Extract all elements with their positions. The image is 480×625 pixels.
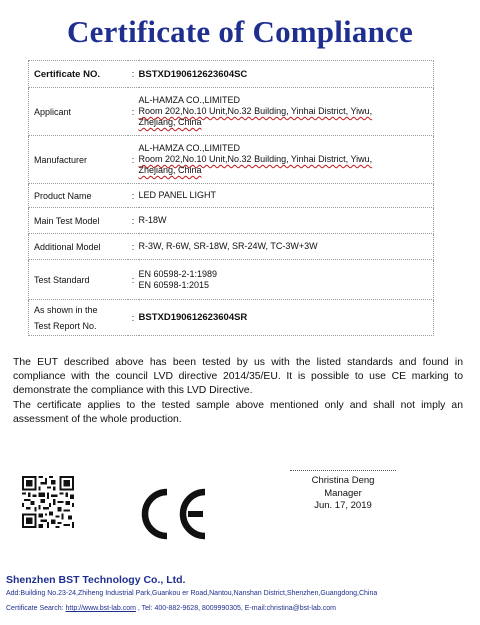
signatory-title: Manager xyxy=(324,487,362,499)
row-additional-model xyxy=(29,234,434,260)
colon: : xyxy=(128,136,139,184)
row-test-standard xyxy=(29,260,434,300)
footer-company-name: Shenzhen BST Technology Co., Ltd. xyxy=(6,574,186,586)
row-main-test-model xyxy=(29,208,434,234)
applicant-line1: AL-HAMZA CO.,LIMITED xyxy=(138,95,241,105)
certificate-details-table xyxy=(28,60,434,336)
main-test-model-value: R-18W xyxy=(139,208,434,234)
colon: : xyxy=(128,234,139,260)
manufacturer-label: Manufacturer xyxy=(29,136,128,184)
website-link[interactable]: http://www.bst-lab.com xyxy=(65,605,136,612)
certificate-no-label: Certificate NO. xyxy=(29,61,128,88)
applicant-value xyxy=(139,88,434,136)
additional-model-value: R-3W, R-6W, SR-18W, SR-24W, TC-3W+3W xyxy=(139,234,434,260)
contact-details: , Tel: 400-882-9628, 8009990305, E-mail:christina@bst-lab.com xyxy=(135,605,336,612)
test-standard-line1: EN 60598-2-1:1989 xyxy=(138,268,218,279)
applicant-line2: Room 202,No.10 Unit,No.32 Building, Yinhai District, Yiwu, xyxy=(138,106,373,116)
colon: : xyxy=(128,61,139,88)
colon: : xyxy=(128,300,139,336)
colon: : xyxy=(128,260,139,300)
footer-address: Add:Building No.23-24,Zhiheng Industrial Park,Guankou er Road,Nantou,Nanshan District,Shenzhen,Guangdong,China xyxy=(6,590,378,597)
test-standard-label: Test Standard xyxy=(29,260,128,300)
product-name-label: Product Name xyxy=(29,184,128,208)
signature-line xyxy=(290,470,396,471)
row-manufacturer xyxy=(29,136,434,184)
ce-mark-icon xyxy=(139,488,211,540)
row-certificate-no xyxy=(29,61,434,88)
additional-model-label: Additional Model xyxy=(29,234,128,260)
statement-paragraph-1: The EUT described above has been tested by us with the listed standards and found in compliance with the council LVD directive 2014/35/EU. It is possible to use CE marking to demonstrate the compliance with this LVD Directive. xyxy=(13,357,463,397)
row-report-no xyxy=(29,300,434,336)
row-product-name xyxy=(29,184,434,208)
qr-code-icon xyxy=(22,476,74,528)
certificate-title: Certificate of Compliance xyxy=(67,14,413,49)
row-applicant xyxy=(29,88,434,136)
signatory-name: Christina Deng xyxy=(311,475,375,486)
manufacturer-value xyxy=(139,136,434,184)
compliance-statement xyxy=(13,356,463,427)
applicant-line3: Zhejiang, China xyxy=(138,117,202,127)
colon: : xyxy=(128,88,139,136)
report-no-value: BSTXD190612623604SR xyxy=(139,300,434,336)
test-standard-value xyxy=(139,260,434,300)
colon: : xyxy=(128,208,139,234)
report-no-label xyxy=(29,300,128,336)
test-standard-line2: EN 60598-1:2015 xyxy=(138,279,210,290)
certificate-search-label: Certificate Search: xyxy=(6,605,66,612)
manufacturer-line2: Room 202,No.10 Unit,No.32 Building, Yinhai District, Yiwu, xyxy=(138,154,373,164)
manufacturer-line3: Zhejiang, China xyxy=(138,165,202,175)
footer-contact xyxy=(6,605,336,612)
certificate-no-value: BSTXD190612623604SC xyxy=(139,61,434,88)
statement-paragraph-2: The certificate applies to the tested sample above mentioned only and shall not imply an assessment of the whole production. xyxy=(13,399,463,425)
signature-block xyxy=(290,470,396,513)
signature-date: Jun. 17, 2019 xyxy=(314,500,372,511)
main-test-model-label: Main Test Model xyxy=(29,208,128,234)
manufacturer-line1: AL-HAMZA CO.,LIMITED xyxy=(138,143,241,153)
report-no-label-line1: As shown in the xyxy=(34,304,98,315)
colon: : xyxy=(128,184,139,208)
report-no-label-line2: Test Report No. xyxy=(34,320,97,331)
applicant-label: Applicant xyxy=(29,88,128,136)
product-name-value: LED PANEL LIGHT xyxy=(139,184,434,208)
